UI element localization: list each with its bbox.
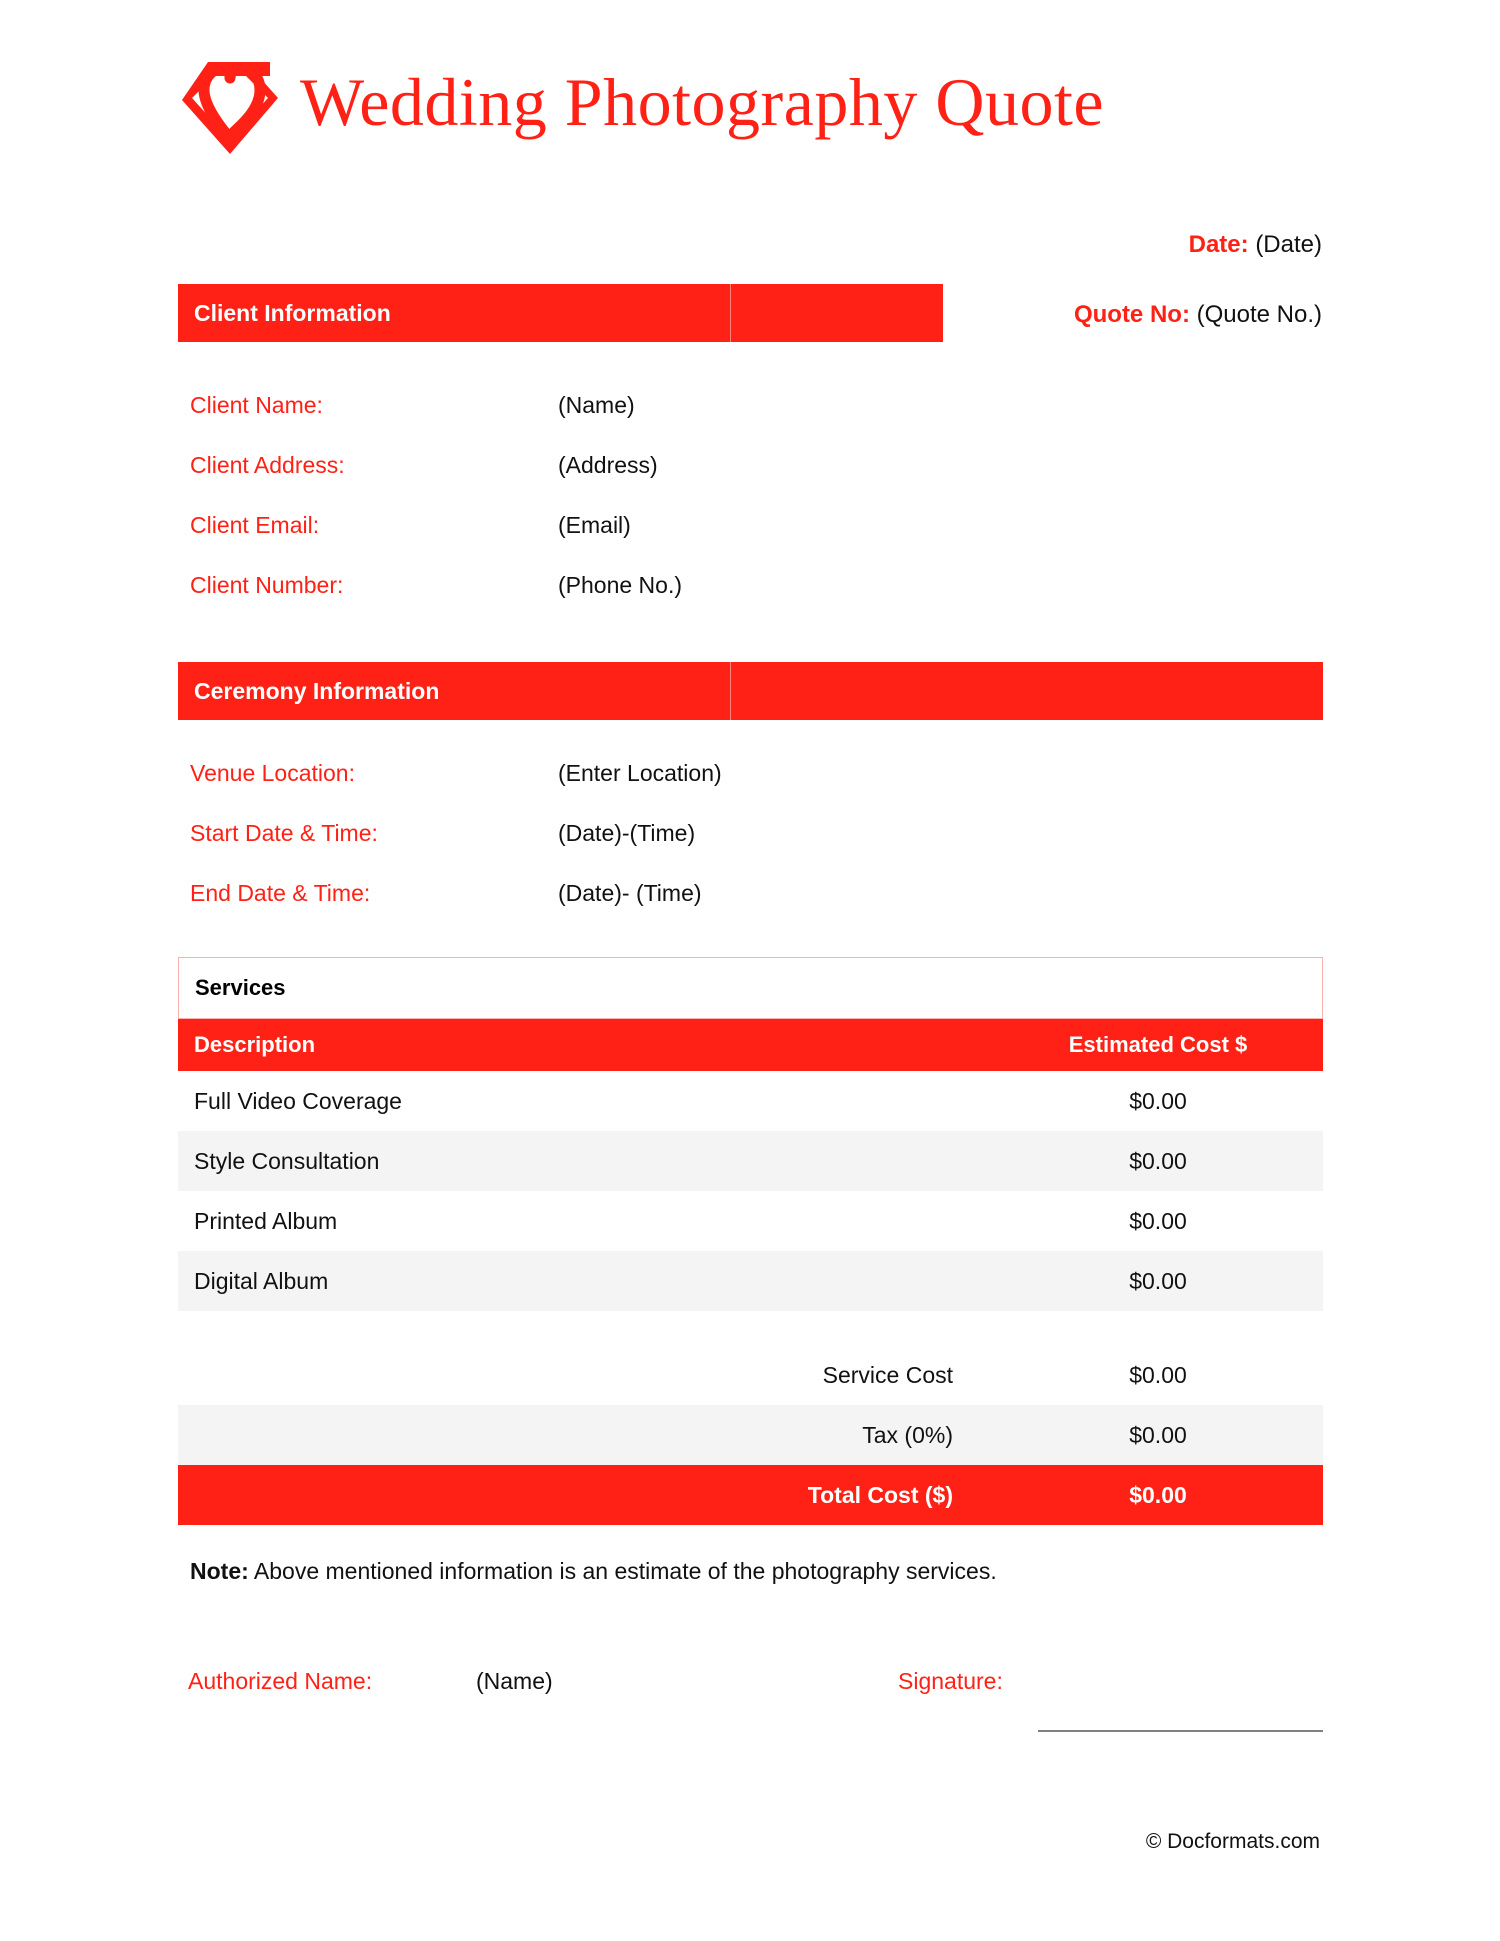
quote-no-value[interactable]: (Quote No.) [1196,301,1322,329]
table-row [178,1251,1323,1311]
totals-row-service-cost [178,1345,1323,1405]
services-caption-label: Services [195,975,286,1000]
client-email-value[interactable]: (Email) [558,512,631,538]
service-description: Digital Album [194,1267,329,1294]
services-caption [178,957,1323,1019]
total-cost-label: Total Cost ($) [807,1481,953,1508]
note-body: Above mentioned information is an estimate of the photography services. [248,1558,997,1584]
section-title-client: Client Information [194,299,391,326]
end-date-time-label: End Date & Time: [190,880,371,906]
client-address-value[interactable]: (Address) [558,452,658,478]
section-title-ceremony: Ceremony Information [194,677,440,704]
table-row [178,1191,1323,1251]
section-bar-divider [730,662,731,720]
date-label: Date: [1188,231,1249,258]
field-row [178,392,682,452]
client-email-label: Client Email: [190,512,320,538]
service-cost-label: Service Cost [822,1361,953,1388]
service-description: Full Video Coverage [194,1087,402,1114]
service-cost-value: $0.00 [1129,1361,1187,1388]
services-table [178,957,1323,1525]
section-bar-divider [730,284,731,342]
field-row [178,572,682,632]
footer-copyright: © Docformats.com [1145,1830,1320,1853]
field-row [178,760,722,820]
client-name-value[interactable]: (Name) [558,392,635,418]
client-number-value[interactable]: (Phone No.) [558,572,683,598]
table-header-row [178,1019,1323,1071]
signature-label: Signature: [898,1668,1003,1694]
note-text [190,1558,997,1585]
authorized-name-label: Authorized Name: [188,1668,373,1694]
field-row [178,512,682,572]
field-row [178,452,682,512]
column-header-estimated-cost: Estimated Cost $ [1068,1032,1248,1057]
page-title: Wedding Photography Quote [300,64,1105,140]
total-cost-value: $0.00 [1129,1481,1187,1508]
service-description: Style Consultation [194,1147,380,1174]
tax-value: $0.00 [1129,1421,1187,1448]
signature-line[interactable] [1038,1730,1323,1732]
section-header-client-information [178,284,943,342]
service-cost[interactable]: $0.00 [1129,1267,1187,1294]
service-description: Printed Album [194,1207,338,1234]
table-row [178,1131,1323,1191]
service-cost[interactable]: $0.00 [1129,1147,1187,1174]
signature-block [178,1668,1323,1768]
totals-row-total-cost [178,1465,1323,1525]
client-name-label: Client Name: [190,392,323,418]
column-header-description: Description [194,1032,316,1057]
start-date-time-label: Start Date & Time: [190,820,378,846]
service-cost[interactable]: $0.00 [1129,1087,1187,1114]
field-row [178,820,722,880]
meta-date-row [762,232,1322,258]
end-date-time-value[interactable]: (Date)- (Time) [558,880,702,906]
table-spacer-row [178,1311,1323,1345]
quote-no-label: Quote No: [1073,301,1190,329]
section-header-ceremony-information [178,662,1323,720]
start-date-time-value[interactable]: (Date)-(Time) [558,820,696,846]
document-header [178,48,1104,156]
client-address-label: Client Address: [190,452,345,478]
service-cost[interactable]: $0.00 [1129,1207,1187,1234]
table-row [178,1071,1323,1131]
field-row [178,880,722,940]
heart-diamond-icon [178,48,282,156]
venue-location-value[interactable]: (Enter Location) [558,760,722,786]
totals-row-tax [178,1405,1323,1465]
venue-location-label: Venue Location: [190,760,355,786]
authorized-name-value[interactable]: (Name) [476,1668,553,1694]
client-number-label: Client Number: [190,572,344,598]
tax-label: Tax (0%) [862,1421,953,1448]
client-information-fields [178,392,682,632]
ceremony-information-fields [178,760,722,940]
note-label: Note: [190,1558,249,1584]
date-value[interactable]: (Date) [1255,231,1322,258]
